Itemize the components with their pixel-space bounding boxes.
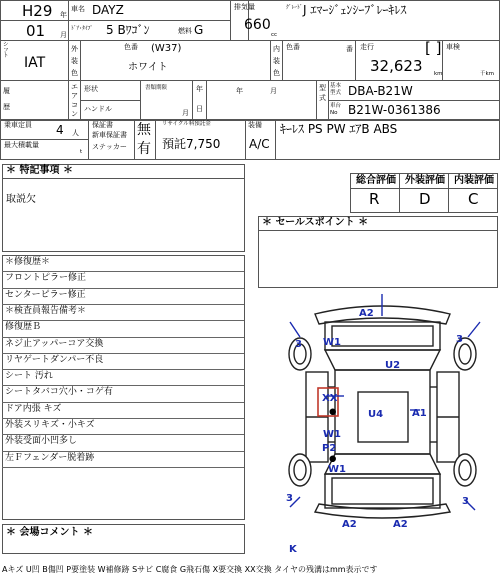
- note-row-divider: [2, 402, 244, 403]
- mark-u4: U4: [368, 409, 384, 420]
- grade-label: ｸﾞﾚｰﾄﾞ: [286, 5, 303, 11]
- displacement-label: 排気量: [234, 3, 255, 11]
- ac-value: A/C: [249, 137, 270, 151]
- capacity-unit: 人: [72, 129, 79, 137]
- shift-value: IAT: [24, 55, 46, 71]
- mark-p2: P2: [322, 443, 337, 454]
- int-color-label: 内装色: [273, 45, 280, 77]
- vehicle-damage-diagram: [270, 292, 495, 560]
- load-unit: t: [80, 149, 83, 155]
- mark-3-rear-left: 3: [286, 493, 293, 504]
- total-score-label: 総合評価: [356, 175, 396, 186]
- inspection-note-row: 左Ｆフェンダー脱着跡: [5, 452, 95, 463]
- note-row-divider: [2, 451, 244, 452]
- special-notes-text: 取説欠: [6, 194, 36, 205]
- mark-dot-2: ●: [329, 454, 337, 464]
- mark-a2-rear-left: A2: [342, 519, 357, 530]
- car-name-label: 車名: [71, 5, 85, 13]
- fuel-label: 燃料: [178, 27, 192, 35]
- model-full-label: 基本型式: [330, 83, 342, 96]
- inspection-note-row: リヤゲートダンパー不良: [5, 354, 104, 365]
- warranty-value: 無: [137, 122, 151, 138]
- reg-year-label: 年: [236, 87, 243, 95]
- mark-dot-1: ●: [329, 407, 337, 417]
- inspection-note-row: センターピラー修正: [5, 289, 86, 300]
- displacement-unit: cc: [271, 32, 278, 38]
- model-value: DBA-B21W: [348, 84, 413, 98]
- sticker-label: ステッカー: [92, 143, 127, 151]
- manual-label: 新車保証書: [92, 131, 127, 139]
- history-label: 履歴: [3, 87, 10, 111]
- shift-label: シフト: [3, 42, 9, 59]
- inspection-note-row: 修復歴Ｂ: [5, 322, 42, 333]
- number-label: 番: [346, 45, 353, 53]
- mark-u2: U2: [385, 360, 401, 371]
- mark-w1-front: W1: [323, 337, 341, 348]
- special-notes-title: ＊ 特記事項 ＊: [6, 165, 73, 176]
- capacity-label: 乗車定員: [4, 121, 32, 129]
- mark-w1-mid: W1: [323, 429, 341, 440]
- capacity-value: 4: [56, 123, 64, 137]
- fuel-value: G: [194, 23, 204, 37]
- handle-label: ハンドル: [84, 105, 112, 113]
- door-type: 5 Bﾜｺﾞﾝ: [106, 23, 150, 37]
- mark-a1: A1: [412, 408, 427, 419]
- ac-label: エアコン: [71, 83, 78, 118]
- inspection-note-row: シートタバコ穴小・コゲ有: [5, 387, 113, 398]
- recycle-label: リサイクル料預託金: [162, 121, 211, 127]
- year-value: H29: [22, 2, 53, 20]
- mileage-label: 走行: [360, 43, 374, 51]
- ext-color-code: (W37): [151, 43, 182, 54]
- month-value: 01: [26, 22, 46, 40]
- mark-xx: XX: [322, 393, 338, 404]
- exterior-score: D: [419, 190, 431, 208]
- ext-color-label: 外装色: [71, 45, 78, 77]
- mileage-unit: km: [434, 71, 443, 77]
- equipment-label: 装備: [248, 121, 262, 129]
- book-year-label: 年: [196, 85, 203, 93]
- venue-comment-title: ＊ 会場コメント ＊: [6, 527, 93, 538]
- inspection-note-row: 外装スリキズ・小キズ: [5, 420, 95, 430]
- mark-a2-top: A2: [359, 308, 374, 319]
- interior-score: C: [468, 190, 479, 208]
- interior-score-label: 内装評価: [454, 175, 494, 186]
- mileage-thousand-unit: 千km: [480, 71, 495, 77]
- note-row-divider: [2, 369, 244, 370]
- total-score: R: [369, 190, 380, 208]
- note-row-divider: [2, 467, 244, 468]
- ext-color-number-label: 色番: [124, 43, 138, 51]
- sticker-value: 有: [137, 141, 151, 157]
- mark-3-front-right: 3: [456, 334, 463, 345]
- door-type-label: ﾄﾞｱ･ﾀｲﾌﾟ: [71, 26, 94, 32]
- int-color-number-label: 色番: [286, 43, 300, 51]
- month-unit: 月: [60, 31, 67, 39]
- year-unit: 年: [60, 11, 67, 19]
- note-row-divider: [2, 304, 244, 305]
- ext-color-name: ホワイト: [128, 62, 168, 73]
- reg-day-label: 日: [196, 105, 203, 113]
- exterior-score-label: 外装評価: [405, 175, 445, 186]
- inspection-note-row: ＊検査員報告備考＊: [5, 305, 87, 316]
- note-row-divider: [2, 353, 244, 354]
- load-label: 最大積載量: [4, 141, 39, 149]
- mark-a2-rear-right: A2: [393, 519, 408, 530]
- mark-k: K: [289, 544, 297, 555]
- shape-label: 形状: [84, 85, 98, 93]
- equipment-value: ｷｰﾚｽ PS PW ｴｱB ABS: [280, 122, 398, 136]
- warranty-label: 保証書: [92, 121, 113, 129]
- inspection-note-row: ＊修復歴＊: [5, 257, 51, 267]
- inspection-note-row: 外装受面小凹多し: [5, 436, 78, 447]
- mark-w1-rear: W1: [328, 464, 346, 475]
- mark-3-front-left: 3: [295, 339, 302, 350]
- inspection-note-row: ネジ止アッパーコア交換: [5, 338, 104, 349]
- inspection-note-row: シート 汚れ: [5, 371, 53, 382]
- mileage-value: 32,623: [370, 57, 423, 75]
- grade-value: J ｴﾏｰｼﾞｪﾝｼｰﾌﾞﾚｰｷﾚｽ: [303, 3, 407, 17]
- model-side-label: 型式: [319, 84, 326, 102]
- car-name: DAYZ: [92, 3, 124, 17]
- inspection-note-row: ドア内張 キズ: [5, 403, 62, 414]
- sales-point-title: ＊ セールスポイント ＊: [262, 217, 369, 228]
- frame-value: B21W-0361386: [348, 103, 441, 117]
- legend: Aキズ U凹 B傷凹 P要塗装 W補修跡 Sサビ C腐食 G飛石傷 X要交換 XX交換 タイヤの残溝はmm表示です: [2, 565, 378, 574]
- displacement-value: 660: [244, 17, 271, 33]
- recycle-value: 預託7,750: [162, 137, 221, 151]
- inspection-note-row: フロントピラー修正: [5, 273, 87, 284]
- book-label: 書類期限: [145, 85, 168, 91]
- frame-label: 車台No: [330, 103, 342, 116]
- inspection-label: 車検: [446, 43, 460, 51]
- bracket: [ ]: [425, 39, 442, 57]
- mark-3-rear-right: 3: [462, 496, 469, 507]
- note-row-divider: [2, 418, 244, 419]
- book-month-label: 月: [182, 109, 189, 117]
- note-row-divider: [2, 337, 244, 338]
- reg-month-label: 月: [270, 87, 277, 95]
- note-row-divider: [2, 288, 244, 289]
